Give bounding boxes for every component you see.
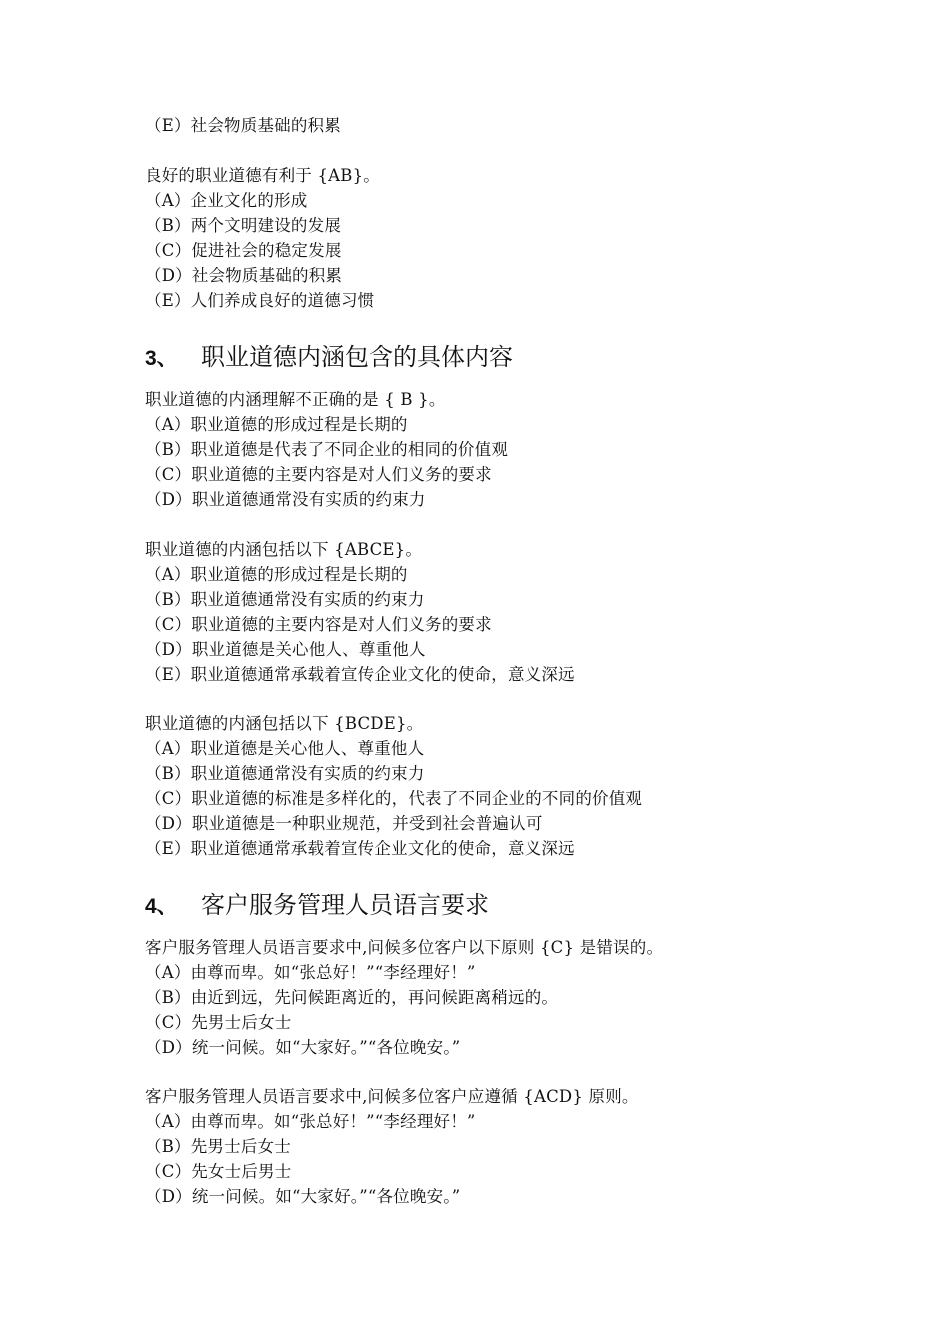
- option-line: （D）统一问候。如“大家好。”“各位晚安。”: [145, 1187, 461, 1206]
- section-number: 4、: [145, 895, 178, 918]
- option-line: （E）职业道德通常承载着宣传企业文化的使命，意义深远: [145, 839, 575, 858]
- option-line: （C）职业道德的主要内容是对人们义务的要求: [145, 615, 492, 634]
- option-line: （E）职业道德通常承载着宣传企业文化的使命，意义深远: [145, 665, 575, 684]
- option-line: （C）促进社会的稳定发展: [145, 241, 342, 260]
- option-line: （C）先男士后女士: [145, 1013, 292, 1032]
- option-line: （C）职业道德的标准是多样化的，代表了不同企业的不同的价值观: [145, 789, 643, 808]
- question-text: 客户服务管理人员语言要求中,问候多位客户应遵循 {ACD} 原则。: [145, 1087, 639, 1106]
- option-line: （B）职业道德是代表了不同企业的相同的价值观: [145, 440, 509, 459]
- section-title: 客户服务管理人员语言要求: [201, 891, 489, 919]
- option-line: （A）职业道德的形成过程是长期的: [145, 415, 408, 434]
- option-line: （B）职业道德通常没有实质的约束力: [145, 764, 425, 783]
- section-heading: [145, 889, 489, 923]
- option-line: （D）社会物质基础的积累: [145, 266, 343, 285]
- option-line: （A）职业道德的形成过程是长期的: [145, 565, 408, 584]
- question-text: 职业道德的内涵包括以下 {BCDE}。: [145, 714, 424, 733]
- section-heading: [145, 341, 513, 375]
- option-line: （D）职业道德是关心他人、尊重他人: [145, 640, 426, 659]
- option-line: （B）职业道德通常没有实质的约束力: [145, 590, 425, 609]
- question-text: 良好的职业道德有利于 {AB}。: [145, 166, 380, 185]
- section-number: 3、: [145, 347, 178, 370]
- option-line: （D）统一问候。如“大家好。”“各位晚安。”: [145, 1038, 461, 1057]
- question-text: 职业道德的内涵包括以下 {ABCE}。: [145, 540, 423, 559]
- option-line: （C）先女士后男士: [145, 1162, 292, 1181]
- option-line: （B）两个文明建设的发展: [145, 216, 342, 235]
- section-title: 职业道德内涵包含的具体内容: [201, 343, 513, 371]
- question-text: 职业道德的内涵理解不正确的是 { B }。: [145, 390, 446, 409]
- option-line: （A）职业道德是关心他人、尊重他人: [145, 739, 425, 758]
- option-line: （A）由尊而卑。如“张总好！”“李经理好！”: [145, 1112, 476, 1131]
- question-text: 客户服务管理人员语言要求中,问候多位客户以下原则 {C} 是错误的。: [145, 938, 664, 957]
- option-line: （A）企业文化的形成: [145, 191, 308, 210]
- option-line: （B）由近到远，先问候距离近的，再问候距离稍远的。: [145, 988, 559, 1007]
- option-line: （A）由尊而卑。如“张总好！”“李经理好！”: [145, 963, 476, 982]
- option-line: （E）社会物质基础的积累: [145, 116, 341, 135]
- option-line: （B）先男士后女士: [145, 1137, 291, 1156]
- option-line: （C）职业道德的主要内容是对人们义务的要求: [145, 465, 492, 484]
- option-line: （D）职业道德是一种职业规范，并受到社会普遍认可: [145, 814, 543, 833]
- option-line: （E）人们养成良好的道德习惯: [145, 291, 375, 310]
- option-line: （D）职业道德通常没有实质的约束力: [145, 490, 426, 509]
